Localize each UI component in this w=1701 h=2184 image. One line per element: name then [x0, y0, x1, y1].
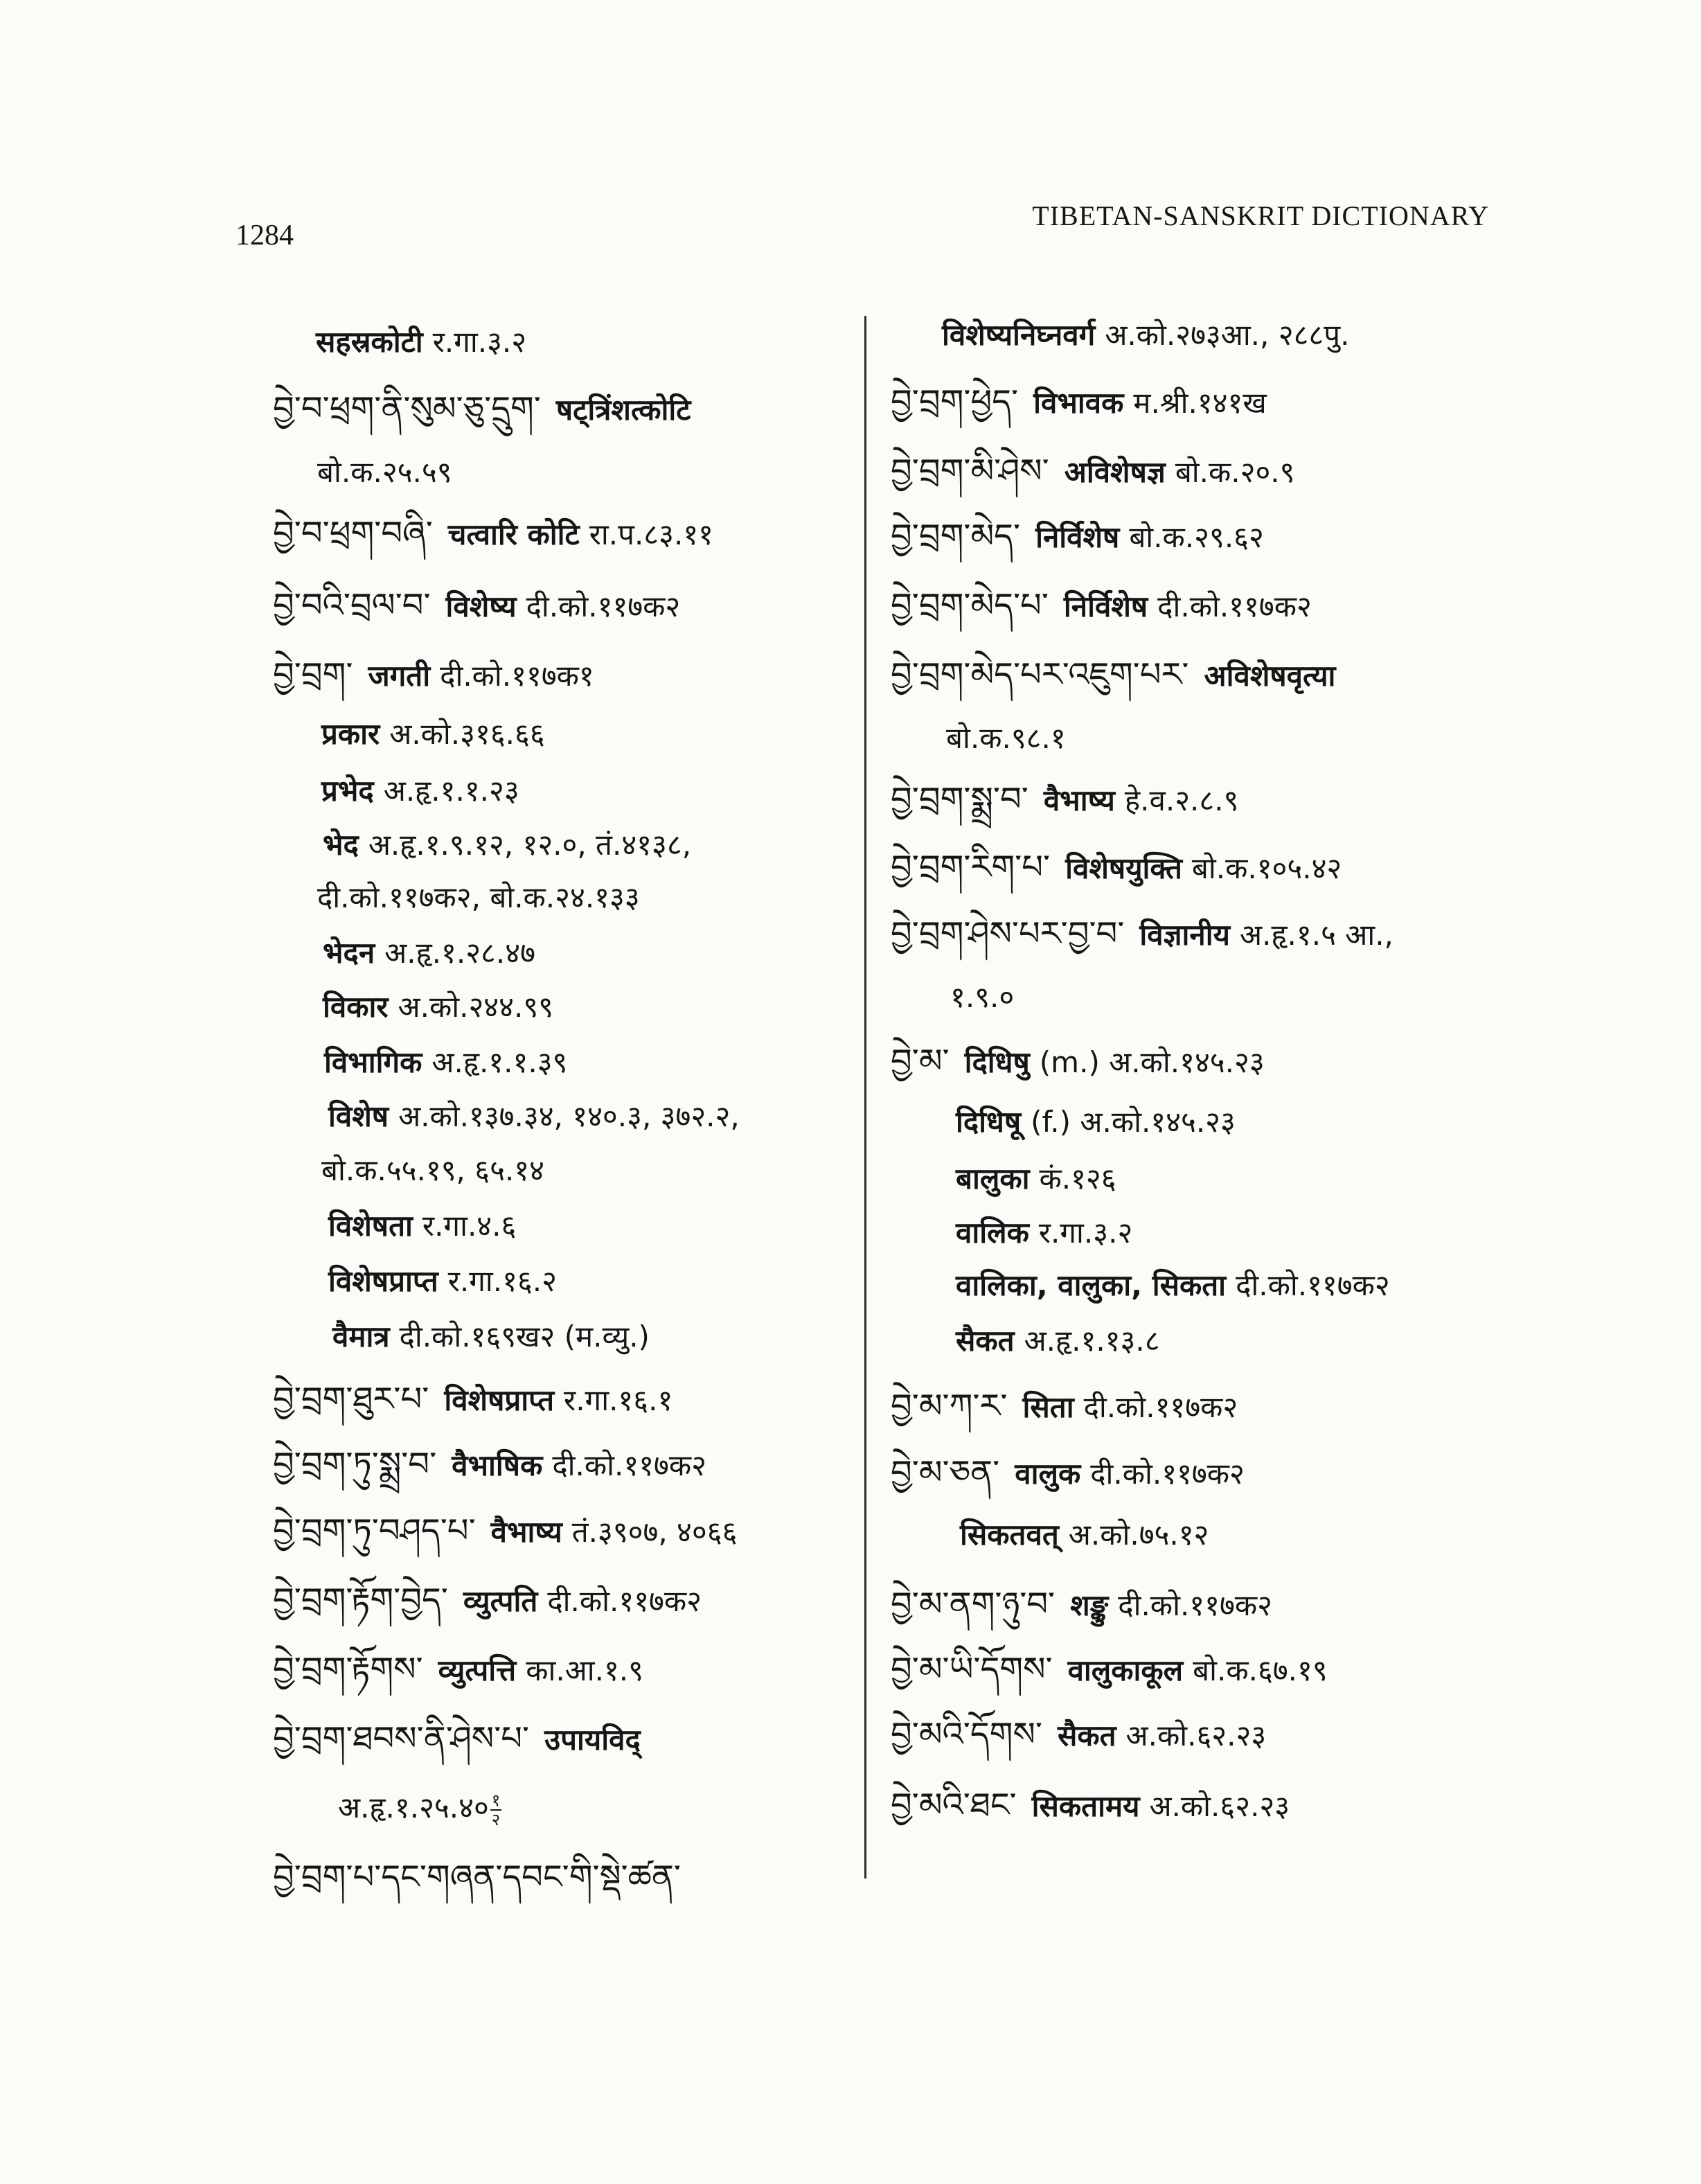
source-reference: रा.प.८३.११ [589, 517, 714, 551]
source-reference: बो.क.१०५.४२ [1191, 851, 1342, 885]
tibetan-headword: བྱེ་བྲག་ཏུ་སྨྲ་བ་ [273, 1445, 437, 1484]
tibetan-headword: བྱེ་བྲག་ཐུར་པ་ [273, 1380, 429, 1419]
source-reference: बो.क.६७.१९ [1193, 1653, 1328, 1687]
sanskrit-equivalent: उपायविद् [544, 1723, 641, 1757]
sanskrit-equivalent: वालिक [956, 1216, 1029, 1250]
tibetan-headword: བྱེ་བྲག་ཏུ་བཤད་པ་ [273, 1511, 476, 1550]
entry-line [273, 583, 680, 628]
sanskrit-equivalent: विभागिक [324, 1045, 422, 1079]
sanskrit-equivalent: विभावक [1033, 386, 1124, 420]
sanskrit-equivalent: अविशेषवृत्या [1204, 659, 1336, 693]
sanskrit-equivalent: विशेष्यनिघ्नवर्ग [942, 318, 1096, 352]
tibetan-headword: བྱེ་བྲག་མེད་པར་འཇུག་པར་ [891, 655, 1189, 694]
entry-line [960, 1513, 1209, 1557]
entry-line [323, 931, 535, 975]
source-reference: अ.को.२७३आ., २८८पु. [1105, 318, 1350, 352]
source-reference: अ.को.१३७.३४, १४०.३, ३७२.२, [398, 1099, 740, 1133]
entry-line [321, 1148, 544, 1193]
source-reference: अ.हृ.१.१.३९ [431, 1045, 568, 1079]
sanskrit-equivalent: वालिका, वालुका, सिकता [956, 1268, 1227, 1302]
sanskrit-equivalent: विकार [323, 990, 389, 1024]
tibetan-headword: བྱེ་མ་ཅན་ [891, 1453, 1000, 1492]
entry-line [273, 652, 594, 697]
entry-line [891, 1783, 1290, 1827]
source-reference: का.आ.१.९ [526, 1653, 643, 1687]
source-reference: कं.१२६ [1039, 1162, 1116, 1196]
entry-line [316, 320, 526, 364]
tibetan-headword: བྱེ་བྲག་པ་དང་གཞན་དབང་གི་སྡེ་ཚན་ [273, 1858, 681, 1897]
tibetan-headword: བྱེ་བྲག་ [273, 655, 353, 694]
source-reference: र.गा.१६.१ [564, 1383, 673, 1417]
entry-line [891, 449, 1295, 493]
tibetan-headword: བྱེ་བ་ཕྲག་ནི་སུམ་ཅུ་དྲུག་ [273, 389, 541, 428]
sanskrit-equivalent: बालुका [956, 1162, 1030, 1196]
tibetan-headword: བྱེ་བྲག་མི་ཤེས་ [891, 452, 1049, 490]
tibetan-headword: བྱེ་བྲག་སྨྲ་བ་ [891, 780, 1028, 819]
sanskrit-equivalent: वैभाष्य [490, 1515, 562, 1549]
entry-line [956, 1211, 1132, 1255]
tibetan-headword: བྱེ་བའི་བྲལ་བ་ [273, 586, 431, 625]
sanskrit-equivalent: सहस्रकोटी [316, 325, 423, 359]
source-reference: दी.को.११७क१ [440, 659, 594, 693]
entry-line [332, 1315, 650, 1359]
source-reference: (m.) अ.को.१४५.२३ [1039, 1045, 1265, 1079]
source-reference: अ.हृ.१.२८.४७ [384, 936, 535, 970]
source-reference: बो.क.५५.१९, ६५.१४ [321, 1153, 544, 1187]
sanskrit-equivalent: व्युत्पति [463, 1584, 538, 1618]
source-reference: र.गा.४.६ [422, 1209, 517, 1243]
entry-line [323, 985, 553, 1029]
entry-line [956, 1263, 1390, 1308]
sanskrit-equivalent: वैभाष्य [1043, 783, 1115, 817]
page-number: 1284 [235, 220, 294, 251]
sanskrit-equivalent: विशेष [328, 1099, 389, 1133]
sanskrit-equivalent: वैमात्र [332, 1320, 390, 1353]
sanskrit-equivalent: सिता [1022, 1390, 1074, 1424]
entry-line [956, 1319, 1160, 1363]
entry-line [321, 712, 545, 756]
source-reference: तं.३९०७, ४०६६ [571, 1515, 738, 1549]
source-reference: बो.क.२०.९ [1175, 455, 1295, 489]
entry-line [328, 1259, 557, 1304]
running-title: TIBETAN-SANSKRIT DICTIONARY [1032, 200, 1489, 231]
sanskrit-equivalent: निर्विशेष [1063, 589, 1148, 623]
entry-line [273, 511, 713, 556]
source-reference: दी.को.१६९ख२ (म.व्यु.) [399, 1320, 650, 1353]
entry-line [891, 912, 1393, 956]
entry-line [891, 583, 1312, 628]
sanskrit-equivalent: वैभाषिक [452, 1448, 543, 1482]
sanskrit-equivalent: विशेषप्राप्त [328, 1264, 438, 1298]
tibetan-headword: བྱེ་བྲག་ཕྱེད་ [891, 382, 1019, 421]
source-reference: अ.हृ.१.१३.८ [1024, 1324, 1160, 1358]
tibetan-headword: བྱེ་བྲག་མེད་པ་ [891, 586, 1049, 625]
fraction-numerator: १ [491, 1790, 501, 1810]
source-reference: म.श्री.१४१ख [1133, 386, 1267, 420]
source-reference: र.गा.३.२ [1038, 1216, 1133, 1250]
source-reference: दी.को.११७क२ [1236, 1268, 1390, 1302]
entry-line [891, 1647, 1328, 1692]
entry-line [324, 1040, 567, 1085]
entry-line [891, 652, 1345, 697]
entry-line [273, 1647, 643, 1692]
entry-line [273, 1855, 696, 1899]
source-reference: र.गा.१६.२ [447, 1264, 557, 1298]
sanskrit-equivalent: विज्ञानीय [1139, 918, 1230, 952]
source-reference: दी.को.११७क२ [552, 1448, 706, 1482]
tibetan-headword: བྱེ་བྲག་ཤེས་པར་བྱ་བ་ [891, 914, 1125, 953]
sanskrit-equivalent: प्रकार [321, 717, 380, 751]
tibetan-headword: བྱེ་བ་ཕྲག་བཞི་ [273, 514, 433, 553]
entry-line [891, 845, 1342, 889]
tibetan-headword: བྱེ་མའི་ཐང་ [891, 1786, 1017, 1825]
sanskrit-equivalent: सैकत [1057, 1719, 1116, 1752]
entry-line [891, 777, 1238, 822]
entry-line [321, 769, 519, 813]
source-reference: दी.को.११७क२ [1083, 1390, 1238, 1424]
source-reference: अ.को.३१६.६६ [389, 717, 545, 751]
source-reference: अ.को.७५.१२ [1068, 1518, 1209, 1552]
source-reference: अ.को.६२.२३ [1125, 1719, 1267, 1752]
tibetan-headword: བྱེ་བྲག་རྟོག་བྱེད་ [273, 1581, 448, 1619]
source-reference: दी.को.११७क२ [1118, 1588, 1272, 1622]
source-reference: दी.को.११७क२, बो.क.२४.१३३ [317, 880, 640, 914]
tibetan-headword: བྱེ་མ་ཡི་དོགས་ [891, 1650, 1053, 1689]
sanskrit-equivalent: विशेषता [328, 1209, 413, 1243]
sanskrit-equivalent: दिधिषू [956, 1105, 1022, 1139]
sanskrit-equivalent: अविशेषज्ञ [1064, 455, 1166, 489]
entry-line [950, 975, 1014, 1020]
entry-line [956, 1157, 1116, 1201]
entry-line [956, 1100, 1236, 1144]
source-reference: अ.को.६२.२३ [1149, 1789, 1290, 1823]
sanskrit-equivalent: विशेष्य [445, 589, 517, 623]
source-reference: दी.को.११७क२ [1157, 589, 1312, 623]
sanskrit-equivalent: भेद [323, 828, 359, 862]
entry-line [328, 1094, 740, 1139]
entry-line [891, 514, 1264, 558]
sanskrit-equivalent: सैकत [956, 1324, 1015, 1358]
sanskrit-equivalent: जगती [368, 659, 431, 693]
source-reference: हे.व.२.८.९ [1124, 783, 1239, 817]
entry-line [891, 1712, 1266, 1757]
sanskrit-equivalent: षट्त्रिंशत्कोटि [555, 393, 691, 427]
entry-line [891, 1384, 1238, 1428]
right-column [874, 0, 1671, 2184]
entry-line [328, 1204, 516, 1248]
tibetan-headword: བྱེ་བྲག་ཐབས་ནི་ཤེས་པ་ [273, 1719, 530, 1758]
sanskrit-equivalent: विशेषयुक्ति [1065, 851, 1182, 885]
source-reference: बो.क.२९.६२ [1129, 520, 1264, 554]
entry-line [323, 823, 691, 867]
entry-line [891, 1582, 1272, 1626]
source-reference: १.९.० [950, 980, 1015, 1014]
entry-line [891, 1450, 1245, 1495]
sanskrit-equivalent: व्युत्पत्ति [438, 1653, 517, 1687]
source-reference: अ.हृ.१.५ आ., [1240, 918, 1393, 952]
sanskrit-equivalent: सिकतवत् [960, 1518, 1059, 1552]
sanskrit-equivalent: सिकतामय [1031, 1789, 1140, 1823]
source-reference: दी.को.११७क२ [547, 1584, 702, 1618]
entry-line [891, 380, 1267, 424]
sanskrit-equivalent: विशेषप्राप्त [444, 1383, 555, 1417]
sanskrit-equivalent: प्रभेद [321, 774, 374, 808]
tibetan-headword: བྱེ་མ་ [891, 1042, 950, 1081]
sanskrit-equivalent: चत्वारि कोटि [447, 517, 580, 551]
sanskrit-equivalent: वालुकाकूल [1067, 1653, 1184, 1687]
tibetan-headword: བྱེ་བྲག་མེད་ [891, 517, 1021, 556]
tibetan-headword: བྱེ་བྲག་རྟོགས་ [273, 1650, 423, 1689]
source-reference: (f.) अ.को.१४५.२३ [1031, 1105, 1236, 1139]
sanskrit-equivalent: शङ्कु [1070, 1588, 1109, 1622]
entry-line [273, 1509, 737, 1553]
entry-line [317, 450, 452, 495]
source-reference: दी.को.११७क२ [526, 589, 681, 623]
sanskrit-equivalent: भेदन [323, 936, 375, 970]
entry-line [317, 876, 640, 920]
sanskrit-equivalent: दिधिषु [964, 1045, 1030, 1079]
source-reference: अ.हृ.१.१.२३ [383, 774, 519, 808]
fraction [490, 1791, 501, 1829]
sanskrit-equivalent: वालुक [1015, 1457, 1081, 1491]
fraction-denominator: २ [491, 1809, 501, 1829]
tibetan-headword: བྱེ་མ་ཀ་ར་ [891, 1387, 1008, 1426]
entry-line [273, 1716, 650, 1761]
entry-line [273, 1377, 673, 1421]
source-reference: र.गा.३.२ [432, 325, 527, 359]
entry-line [891, 1039, 1265, 1083]
source-reference: बो.क.९८.१ [946, 721, 1066, 755]
source-reference: बो.क.२५.५९ [317, 455, 452, 489]
entry-line [946, 716, 1066, 761]
source-reference: अ.हृ.१.९.१२, १२.०, तं.४१३८, [368, 828, 692, 862]
entry-line [338, 1786, 501, 1830]
tibetan-headword: བྱེ་མའི་དོགས་ [891, 1715, 1042, 1754]
entry-line [273, 1442, 706, 1486]
sanskrit-equivalent: निर्विशेष [1035, 520, 1120, 554]
entry-line [942, 313, 1349, 357]
source-reference: दी.को.११७क२ [1090, 1457, 1245, 1491]
entry-line [273, 1578, 702, 1622]
source-reference: अ.को.२४४.९९ [398, 990, 554, 1024]
source-reference: अ.हृ.१.२५.४० [338, 1791, 489, 1825]
entry-line [273, 387, 700, 431]
tibetan-headword: བྱེ་མ་ནག་ཉུ་བ་ [891, 1585, 1056, 1624]
tibetan-headword: བྱེ་བྲག་རིག་པ་ [891, 848, 1051, 887]
column-divider [864, 316, 866, 1879]
